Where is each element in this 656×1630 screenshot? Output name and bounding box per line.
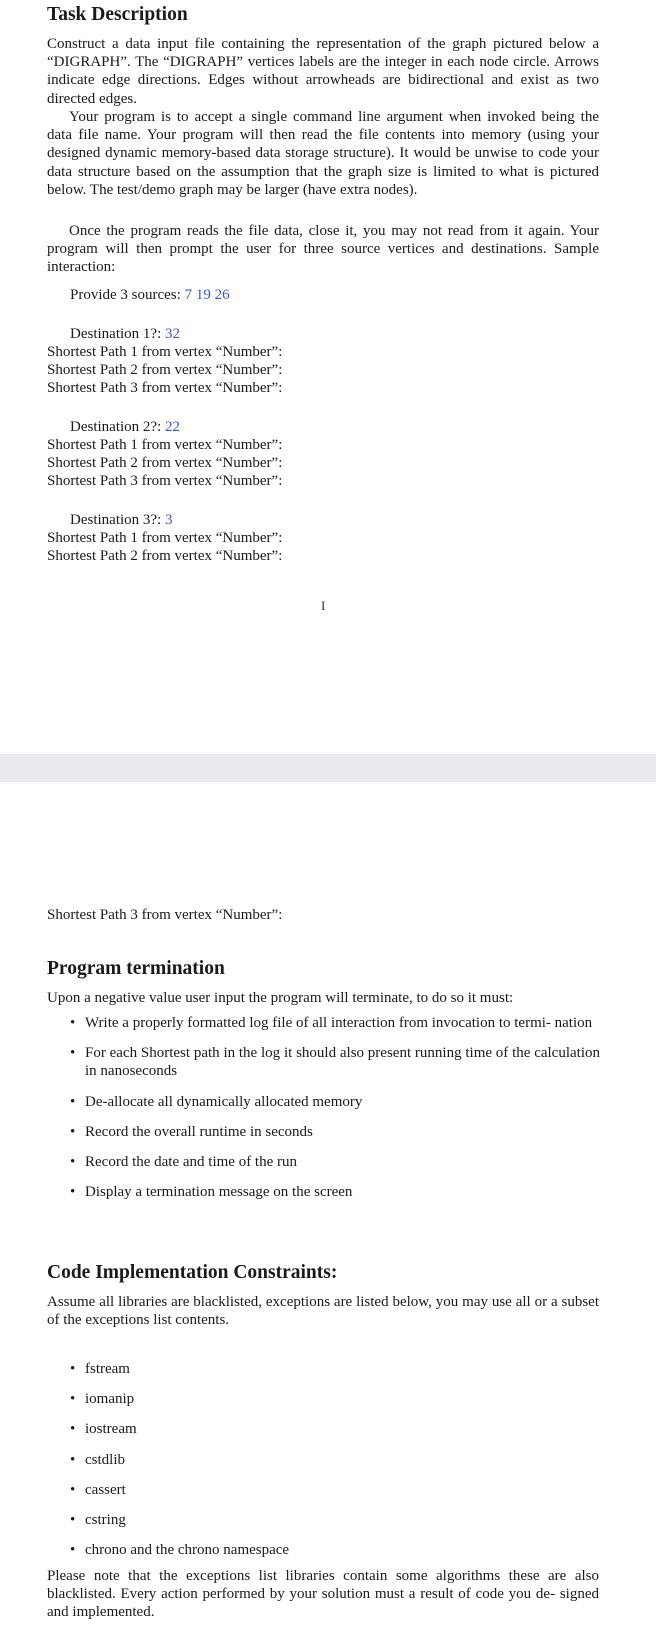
library-item: • cassert xyxy=(74,1481,600,1499)
destination-3-value: 3 xyxy=(164,512,173,528)
destination-3-line: Destination 3?: 3 xyxy=(70,512,173,528)
library-item: • fstream xyxy=(74,1360,600,1378)
dest2-path-3: Shortest Path 3 from vertex “Number”: xyxy=(47,473,283,489)
termination-item: • Record the date and time of the run xyxy=(74,1153,600,1171)
termination-item: • For each Shortest path in the log it should also present running time of the calculation in nanoseconds xyxy=(74,1044,600,1080)
dest1-path-1: Shortest Path 1 from vertex “Number”: xyxy=(47,344,283,360)
dest1-path-3: Shortest Path 3 from vertex “Number”: xyxy=(47,380,283,396)
termination-list xyxy=(74,1014,600,1201)
program-termination-heading: Program termination xyxy=(47,958,225,979)
termination-item: • Display a termination message on the screen xyxy=(74,1183,600,1201)
document-page-2 xyxy=(0,782,656,1630)
destination-1-line: Destination 1?: 32 xyxy=(70,326,180,342)
dest3-path-3: Shortest Path 3 from vertex “Number”: xyxy=(47,907,283,923)
library-item: • iomanip xyxy=(74,1390,600,1408)
termination-item: • De-allocate all dynamically allocated memory xyxy=(74,1093,600,1111)
text-cursor-icon: I xyxy=(321,598,326,613)
closing-paragraph: Please note that the exceptions list libraries contain some algorithms these are also blacklisted. Every action performed by your solution must a result of code you de- signed and implemented. xyxy=(47,1568,599,1621)
dest2-path-1: Shortest Path 1 from vertex “Number”: xyxy=(47,437,283,453)
library-list xyxy=(74,1360,600,1559)
termination-item: • Record the overall runtime in seconds xyxy=(74,1123,600,1141)
library-item: • cstring xyxy=(74,1511,600,1529)
constraints-intro: Assume all libraries are blacklisted, exceptions are listed below, you may use all or a subset of the exceptions list contents. xyxy=(47,1294,599,1329)
program-paragraph: Your program is to accept a single command line argument when invoked being the data file name. Your program will then read the file contents into memory (using your designed dynamic memory-based data storage structure). It would be unwise to code your data structure based on the assumption that the graph size is limited to what is pictured below. The test/demo graph may be larger (have extra nodes). xyxy=(47,109,599,198)
destination-1-value: 32 xyxy=(164,326,180,342)
intro-paragraph: Construct a data input file containing the representation of the graph pictured below a “DIGRAPH”. The “DIGRAPH” vertices labels are the integer in each node circle. Arrows indicate edge directions. Edges without arrowheads are bidirectional and exist as two directed edges. xyxy=(47,36,599,107)
termination-item: • Write a properly formatted log file of all interaction from invocation to termi- nation xyxy=(74,1014,600,1032)
prompt-paragraph: Once the program reads the file data, close it, you may not read from it again. Your program will then prompt the user for three source vertices and destinations. Sample interaction: xyxy=(47,223,599,276)
library-item: • cstdlib xyxy=(74,1451,600,1469)
library-item: • iostream xyxy=(74,1420,600,1438)
destination-2-line: Destination 2?: 22 xyxy=(70,419,180,435)
library-item: • chrono and the chrono namespace xyxy=(74,1541,600,1559)
page-separator xyxy=(0,754,656,782)
sources-value: 7 19 26 xyxy=(184,287,230,303)
document-page-1 xyxy=(0,0,656,754)
termination-intro: Upon a negative value user input the program will terminate, to do so it must: xyxy=(47,990,514,1006)
destination-2-value: 22 xyxy=(164,419,180,435)
code-constraints-heading: Code Implementation Constraints: xyxy=(47,1262,338,1283)
dest3-path-2: Shortest Path 2 from vertex “Number”: xyxy=(47,548,283,564)
dest2-path-2: Shortest Path 2 from vertex “Number”: xyxy=(47,455,283,471)
task-description-heading: Task Description xyxy=(47,4,188,25)
dest3-path-1: Shortest Path 1 from vertex “Number”: xyxy=(47,530,283,546)
dest1-path-2: Shortest Path 2 from vertex “Number”: xyxy=(47,362,283,378)
sources-line: Provide 3 sources: 7 19 26 xyxy=(70,287,230,303)
